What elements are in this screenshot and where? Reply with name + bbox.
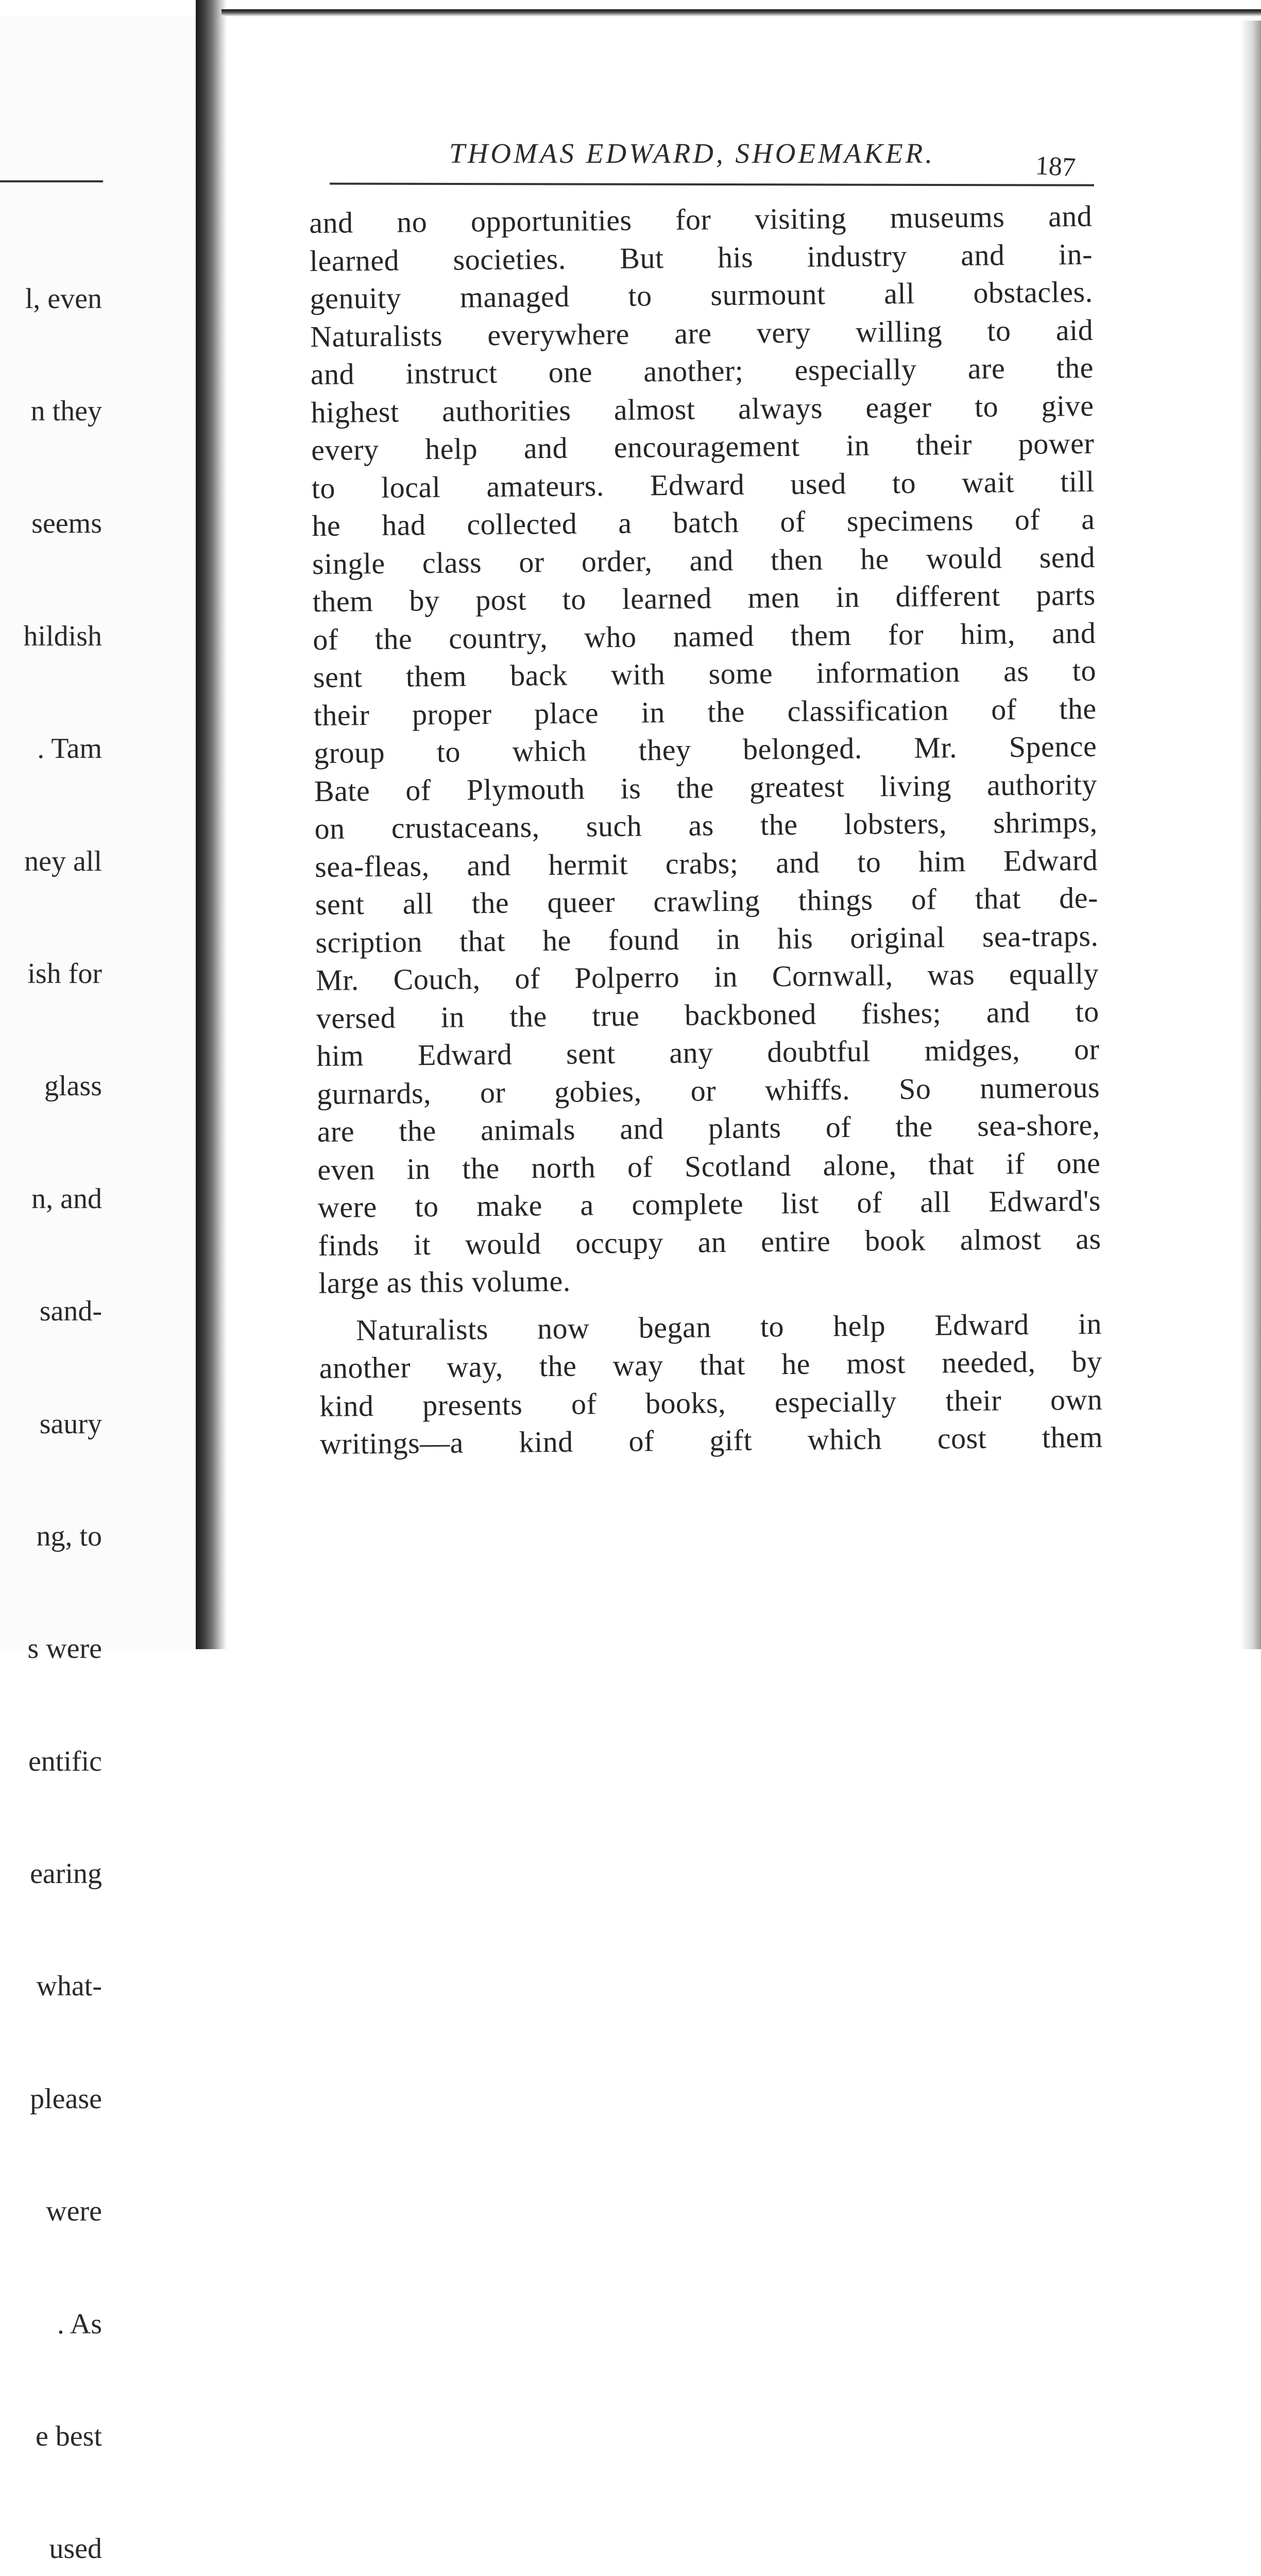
- facing-line: were: [46, 2195, 102, 2228]
- facing-line: ney all: [24, 845, 102, 877]
- text-line: versed in the true backboned fishes; and to: [316, 994, 1100, 1035]
- text-line: every help and encouragement in their power: [311, 426, 1095, 467]
- facing-line: ish for: [27, 957, 102, 990]
- text-line: Mr. Couch, of Polperro in Cornwall, was equally: [315, 956, 1099, 997]
- facing-line: saury: [39, 1408, 102, 1440]
- text-line: large as this volume.: [318, 1264, 571, 1300]
- facing-line: n, and: [31, 1182, 102, 1215]
- text-line: were to make a complete list of all Edward's: [317, 1183, 1101, 1224]
- header-rule: [330, 182, 1094, 186]
- body-text: [309, 197, 1103, 1463]
- text-line: kind presents of books, especially their own: [319, 1382, 1103, 1423]
- text-line: to local amateurs. Edward used to wait till: [311, 464, 1095, 505]
- facing-line: . Tam: [37, 733, 102, 765]
- page-number: 187: [1034, 150, 1077, 183]
- text-line: Naturalists now began to help Edward in: [355, 1307, 1102, 1347]
- facing-page-header-rule: [0, 180, 103, 182]
- text-line: him Edward sent any doubtful midges, or: [316, 1032, 1100, 1073]
- text-line: another way, the way that he most needed, by: [319, 1344, 1102, 1385]
- facing-line: n they: [30, 395, 102, 427]
- text-line: highest authorities almost always eager to give: [311, 388, 1094, 429]
- text-line: finds it would occupy an entire book almost as: [318, 1222, 1101, 1262]
- text-line: Bate of Plymouth is the greatest living authority: [314, 767, 1098, 808]
- facing-page-text: [24, 205, 102, 2576]
- text-line: writings—a kind of gift which cost them: [319, 1420, 1103, 1461]
- facing-line: used: [49, 2533, 102, 2565]
- facing-line: . As: [57, 2308, 102, 2340]
- text-line: on crustaceans, such as the lobsters, shrimps,: [314, 805, 1098, 845]
- text-line: their proper place in the classification of the: [313, 691, 1097, 732]
- facing-line: entific: [28, 1745, 102, 1777]
- facing-line: earing: [30, 1858, 102, 1890]
- facing-page: [0, 15, 197, 2565]
- text-line: of the country, who named them for him, and: [313, 616, 1096, 656]
- text-line: even in the north of Scotland alone, that if one: [317, 1146, 1101, 1187]
- facing-line: ng, to: [36, 1520, 102, 1552]
- text-line: learned societies. But his industry and in-: [309, 237, 1093, 278]
- facing-line: l, even: [25, 282, 102, 315]
- page-top-edge: [221, 9, 1261, 16]
- text-line: scription that he found in his original sea-traps.: [315, 919, 1099, 959]
- text-line: Naturalists everywhere are very willing to aid: [310, 313, 1094, 353]
- text-line: and no opportunities for visiting museums and: [309, 199, 1093, 240]
- facing-line: sand-: [39, 1295, 102, 1328]
- facing-line: s were: [27, 1633, 102, 1665]
- facing-line: glass: [44, 1070, 102, 1103]
- text-line: are the animals and plants of the sea-shore,: [317, 1108, 1100, 1148]
- text-line: genuity managed to surmount all obstacles.: [310, 275, 1093, 315]
- text-line: group to which they belonged. Mr. Spence: [314, 729, 1097, 770]
- text-line: them by post to learned men in different parts: [312, 578, 1096, 618]
- text-line: he had collected a batch of specimens of a: [312, 502, 1095, 543]
- facing-line: what-: [36, 1970, 102, 2003]
- facing-line: e best: [35, 2420, 102, 2453]
- book-gutter: [196, 0, 227, 1649]
- facing-line: seems: [31, 507, 102, 540]
- text-line: sea-fleas, and hermit crabs; and to him Edward: [314, 843, 1098, 884]
- text-line: sent them back with some information as to: [313, 653, 1097, 694]
- page-right-edge: [1240, 21, 1261, 1649]
- text-line: gurnards, or gobies, or whiffs. So numerous: [316, 1070, 1100, 1111]
- facing-line: please: [30, 2082, 102, 2115]
- facing-line: hildish: [23, 620, 102, 652]
- running-title: THOMAS EDWARD, SHOEMAKER.: [449, 138, 935, 169]
- text-line: single class or order, and then he would send: [312, 540, 1096, 581]
- text-line: sent all the queer crawling things of that de-: [315, 880, 1099, 921]
- text-line: and instruct one another; especially are the: [310, 350, 1094, 391]
